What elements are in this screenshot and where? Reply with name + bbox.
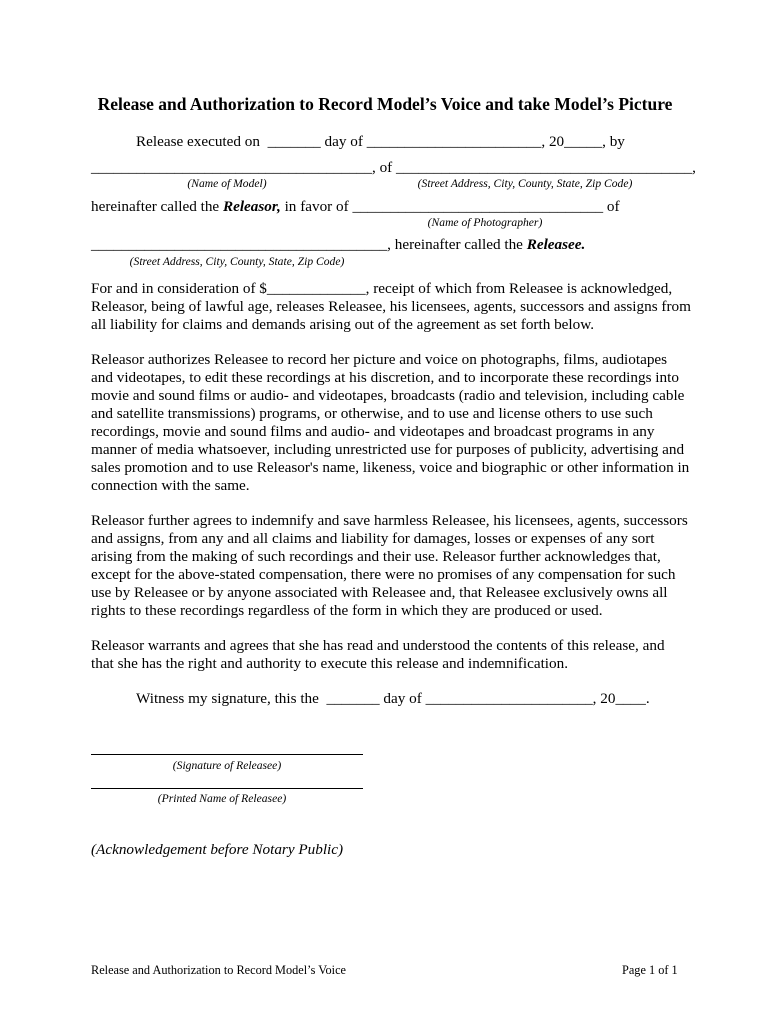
paragraph-indemnification: Releasor further agrees to indemnify and save harmless Releasee, his licensees, agents, successors and assigns, from any and all claims and liability for damages, losses or expenses of any sort arising from the making of such recordings and their use. Releasor further acknowledges that, except for the above-stated compensation, there were no promises of any compensation for such use by Releasee or by anyone associated with Releasee and, that Releasee exclusively owns all rights to these recordings regardless of the form in which they are produced or used. xyxy=(91,512,688,619)
document-title: Release and Authorization to Record Model’s Voice and take Model’s Picture xyxy=(97,94,673,114)
signature-line xyxy=(91,754,363,755)
model-name-caption: (Name of Model) xyxy=(187,177,267,190)
releasor-line-prefix: hereinafter called the xyxy=(91,198,223,215)
model-name-address-line: _____________________________________, of _______________________________________, xyxy=(91,159,696,176)
signature-caption: (Signature of Releasee) xyxy=(172,759,282,772)
execution-date-line: Release executed on _______ day of _______________________, 20_____, by xyxy=(136,133,625,150)
paragraph-consideration: For and in consideration of $_____________, receipt of which from Releasee is acknowledged, Releasor, being of lawful age, releases Releasee, his licensees, agents, successors and assigns from all liability for claims and demands arising out of the agreement as set forth below. xyxy=(91,280,691,333)
page-number: Page 1 of 1 xyxy=(622,963,678,977)
photographer-address-caption: (Street Address, City, County, State, Zip Code) xyxy=(129,255,345,268)
notary-acknowledgement: (Acknowledgement before Notary Public) xyxy=(91,841,344,858)
paragraph-authorization: Releasor authorizes Releasee to record her picture and voice on photographs, films, audiotapes and videotapes, to edit these recordings at his discretion, and to incorporate these recordings into movie and sound films or audio- and videotapes, broadcasts (radio and television, including cable and satellite transmissions) programs, or otherwise, and to use and license others to use such recordings, movie and sound films and audio- and videotapes and broadcast programs in any manner of media whatsoever, including unrestricted use for purposes of publicity, advertising and sales promotion and to use Releasor's name, likeness, voice and biographic or other information in connection with the same. xyxy=(91,351,690,494)
model-address-caption: (Street Address, City, County, State, Zip Code) xyxy=(417,177,633,190)
printed-name-caption: (Printed Name of Releasee) xyxy=(157,792,287,805)
releasee-line xyxy=(91,236,585,254)
releasee-term: Releasee. xyxy=(526,236,586,253)
releasee-line-prefix: _______________________________________, hereinafter called the xyxy=(91,236,527,253)
photographer-name-caption: (Name of Photographer) xyxy=(427,216,543,229)
witness-line: Witness my signature, this the _______ day of ______________________, 20____. xyxy=(136,690,650,707)
paragraph-warranty: Releasor warrants and agrees that she has read and understood the contents of this release, and that she has the right and authority to execute this release and indemnification. xyxy=(91,637,665,672)
releasor-line xyxy=(91,198,620,216)
releasor-term: Releasor, xyxy=(222,198,281,215)
footer-title: Release and Authorization to Record Model’s Voice xyxy=(91,963,346,977)
printed-name-line xyxy=(91,788,363,789)
releasor-line-suffix: in favor of _________________________________ of xyxy=(280,198,620,215)
